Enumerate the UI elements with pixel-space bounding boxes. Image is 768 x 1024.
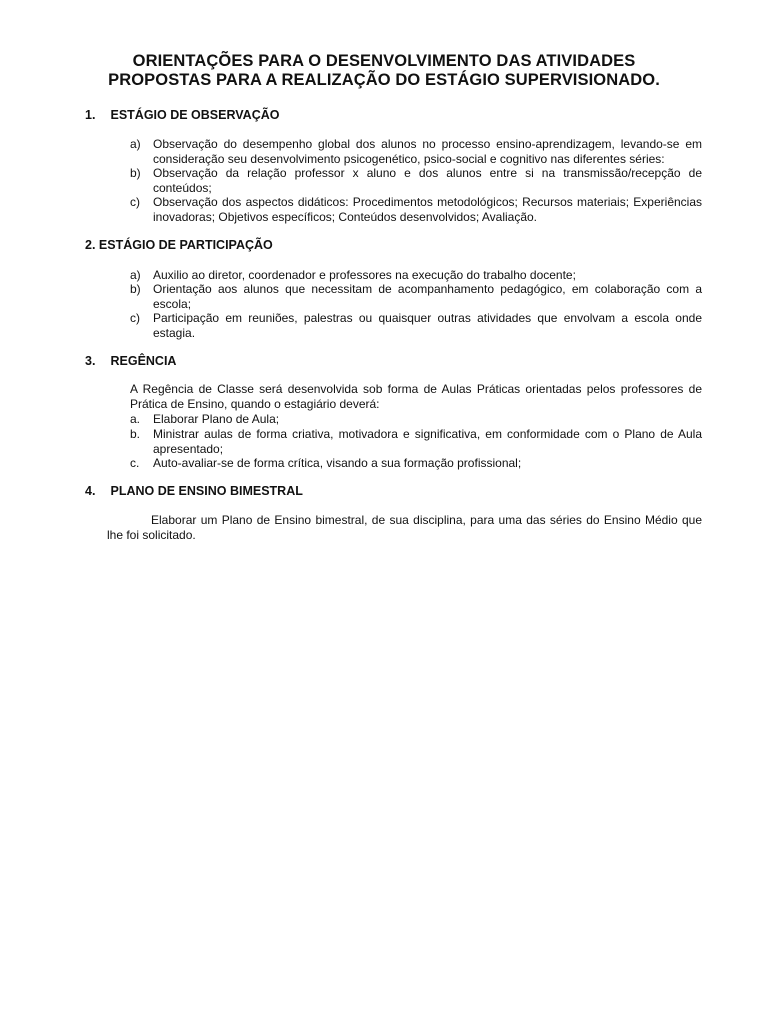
- list-marker: a.: [130, 412, 141, 426]
- section-3-heading: [85, 354, 176, 369]
- list-item: [130, 137, 702, 166]
- list-text: Participação em reuniões, palestras ou quaisquer outras atividades que envolvam a escola onde estagia.: [153, 311, 702, 340]
- list-marker: b.: [130, 427, 141, 441]
- list-item: [130, 456, 702, 471]
- list-text: Observação da relação professor x aluno e dos alunos entre si na transmissão/recepção de conteúdos;: [153, 166, 702, 195]
- section-4-title: PLANO DE ENSINO BIMESTRAL: [110, 484, 303, 498]
- list-text: Elaborar Plano de Aula;: [153, 412, 280, 426]
- list-marker: c): [130, 311, 140, 325]
- section-1-number: 1.: [85, 108, 96, 122]
- list-marker: a): [130, 268, 141, 282]
- list-text: Orientação aos alunos que necessitam de acompanhamento pedagógico, em colaboração com a escola;: [153, 282, 702, 311]
- section-4-heading: [85, 484, 303, 499]
- list-text: Observação dos aspectos didáticos: Procedimentos metodológicos; Recursos materiais; Experiências inovadoras; Objetivos específicos; Conteúdos desenvolvidos; Avaliação.: [153, 195, 702, 224]
- list-marker: a): [130, 137, 141, 151]
- list-marker: b): [130, 166, 141, 180]
- list-item: [130, 268, 702, 283]
- section-4-number: 4.: [85, 484, 96, 498]
- list-text: Ministrar aulas de forma criativa, motivadora e significativa, em conformidade com o Plano de Aula apresentado;: [153, 427, 702, 456]
- list-text: Auto-avaliar-se de forma crítica, visando a sua formação profissional;: [153, 456, 522, 470]
- list-item: [130, 166, 702, 195]
- title-line-1: ORIENTAÇÕES PARA O DESENVOLVIMENTO DAS ATIVIDADES: [132, 52, 636, 70]
- list-text: Observação do desempenho global dos alunos no processo ensino-aprendizagem, levando-se em consideração seu desenvolvimento psicogenético, psico-social e cognitivo nas diferentes séries:: [153, 137, 702, 166]
- section-2-number: 2.: [85, 238, 96, 252]
- section-4-paragraph: Elaborar um Plano de Ensino bimestral, de sua disciplina, para uma das séries do Ensino Médio que lhe foi solicitado.: [107, 513, 702, 542]
- list-item: [130, 282, 702, 311]
- list-text: Auxilio ao diretor, coordenador e professores na execução do trabalho docente;: [153, 268, 576, 282]
- section-3-number: 3.: [85, 354, 96, 368]
- section-1-title: ESTÁGIO DE OBSERVAÇÃO: [110, 108, 280, 122]
- document-title: [40, 52, 728, 90]
- title-line-2: PROPOSTAS PARA A REALIZAÇÃO DO ESTÁGIO SUPERVISIONADO.: [108, 71, 660, 89]
- list-item: [130, 412, 702, 427]
- section-3-intro: A Regência de Classe será desenvolvida sob forma de Aulas Práticas orientadas pelos professores de Prática de Ensino, quando o estagiário deverá:: [130, 382, 702, 411]
- list-marker: b): [130, 282, 141, 296]
- section-1-heading: [85, 108, 280, 123]
- list-marker: c): [130, 195, 140, 209]
- section-2-heading: [85, 238, 273, 253]
- list-item: [130, 427, 702, 456]
- section-3-title: REGÊNCIA: [110, 354, 177, 368]
- list-item: [130, 195, 702, 224]
- list-marker: c.: [130, 456, 140, 470]
- list-item: [130, 311, 702, 340]
- section-2-title: ESTÁGIO DE PARTICIPAÇÃO: [98, 238, 273, 252]
